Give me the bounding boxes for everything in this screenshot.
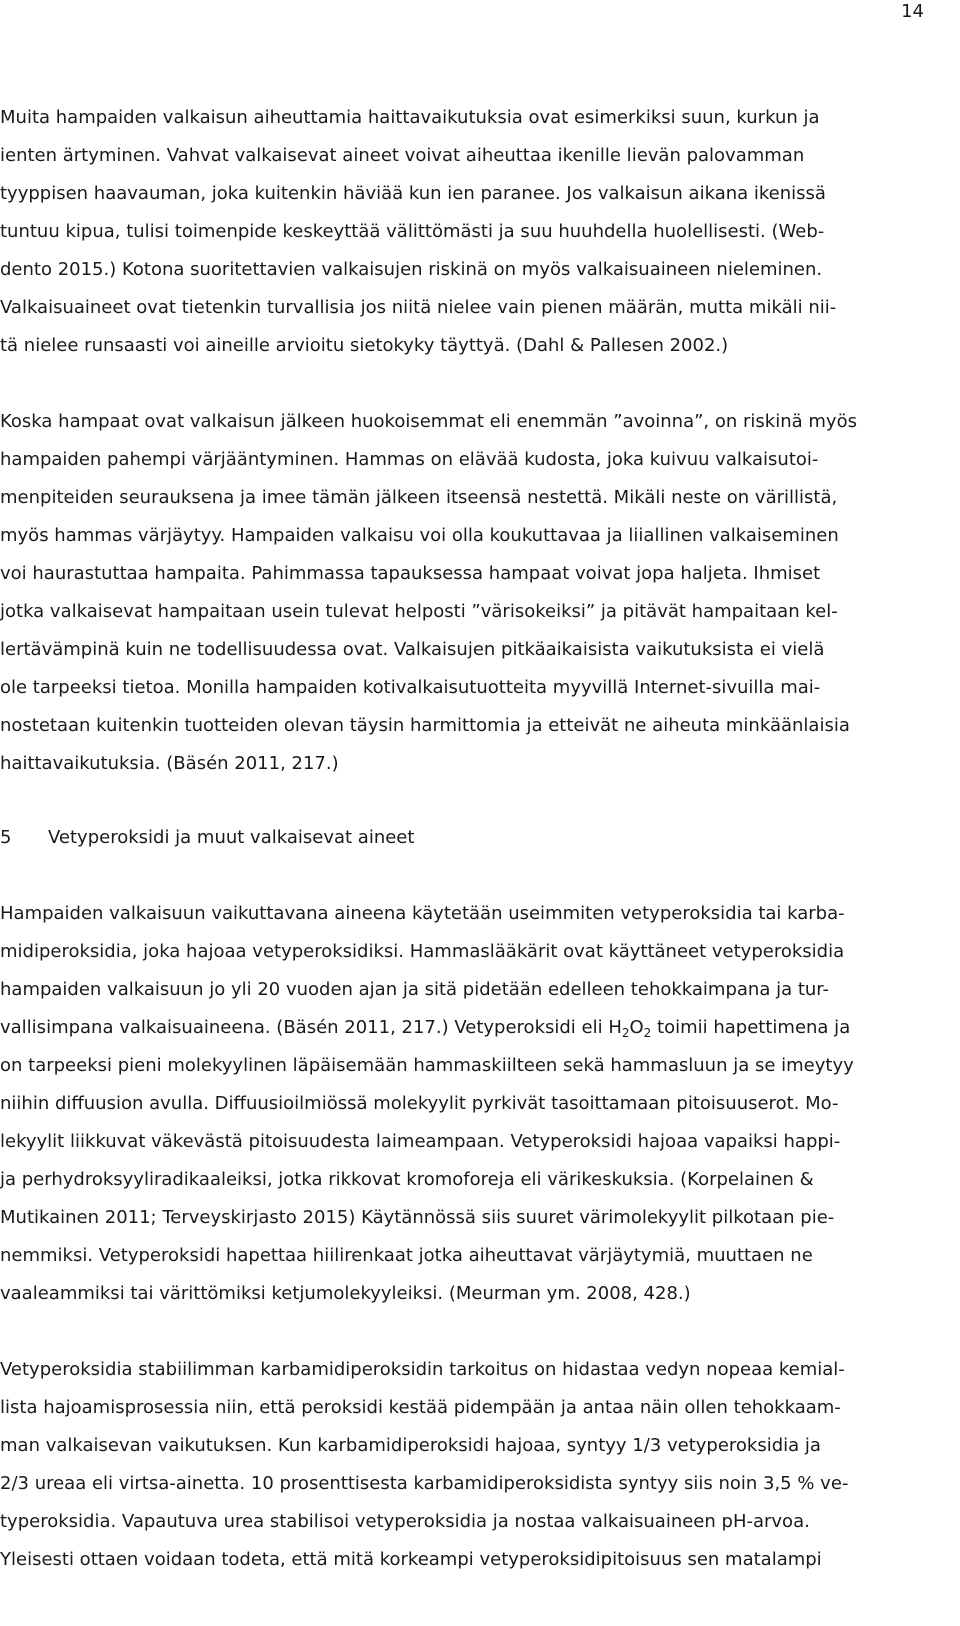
section-title: Vetyperoksidi ja muut valkaisevat aineet (48, 827, 415, 848)
text-line: hampaiden valkaisuun jo yli 20 vuoden ajan ja sitä pidetään edelleen tehokkaimpana ja tur- (0, 979, 830, 1000)
text-line: jotka valkaisevat hampaitaan usein tulevat helposti ”värisokeiksi” ja pitävät hampaitaan kel- (0, 601, 838, 622)
text-line: Yleisesti ottaen voidaan todeta, että mitä korkeampi vetyperoksidipitoisuus sen matalampi (0, 1549, 822, 1570)
text-line: tä nielee runsaasti voi aineille arvioitu sietokyky täyttyä. (Dahl & Pallesen 2002.) (0, 335, 729, 356)
text-line: typeroksidia. Vapautuva urea stabilisoi vetyperoksidia ja nostaa valkaisuaineen pH-arvoa. (0, 1511, 810, 1532)
text-line: Vetyperoksidia stabiilimman karbamidiperoksidin tarkoitus on hidastaa vedyn nopeaa kemial- (0, 1359, 845, 1380)
section-heading (0, 826, 414, 850)
text-line: voi haurastuttaa hampaita. Pahimmassa tapauksessa hampaat voivat jopa haljeta. Ihmiset (0, 563, 821, 584)
text-line: lertävämpinä kuin ne todellisuudessa ovat. Valkaisujen pitkäaikaisista vaikutuksista ei vielä (0, 639, 825, 660)
text-line: midiperoksidia, joka hajoaa vetyperoksidiksi. Hammaslääkärit ovat käyttäneet vetyperoksidia (0, 941, 845, 962)
text-line: Mutikainen 2011; Terveyskirjasto 2015) Käytännössä siis suuret värimolekyylit pilkotaan pie- (0, 1207, 835, 1228)
text-line: lista hajoamisprosessia niin, että peroksidi kestää pidempään ja antaa näin ollen tehokkaam- (0, 1397, 841, 1418)
text-segment: toimii hapettimena ja (651, 1017, 851, 1038)
text-line: Valkaisuaineet ovat tietenkin turvallisia jos niitä nielee vain pienen määrän, mutta mikäli nii- (0, 297, 837, 318)
text-line: myös hammas värjäytyy. Hampaiden valkaisu voi olla koukuttavaa ja liiallinen valkaiseminen (0, 525, 839, 546)
text-line: vaaleammiksi tai värittömiksi ketjumolekyyleiksi. (Meurman ym. 2008, 428.) (0, 1283, 691, 1304)
text-line: Koska hampaat ovat valkaisun jälkeen huokoisemmat eli enemmän ”avoinna”, on riskinä myös (0, 411, 857, 432)
text-line: nostetaan kuitenkin tuotteiden olevan täysin harmittomia ja etteivät ne aiheuta minkäänlaisia (0, 715, 850, 736)
text-line: haittavaikutuksia. (Bäsén 2011, 217.) (0, 753, 339, 774)
text-line: tuntuu kipua, tulisi toimenpide keskeyttää välittömästi ja suu huuhdella huolellisesti. (Web- (0, 221, 825, 242)
text-line: tyyppisen haavauman, joka kuitenkin häviää kun ien paranee. Jos valkaisun aikana ikenissä (0, 183, 826, 204)
page-number: 14 (901, 1, 924, 22)
subscript: 2 (621, 1026, 630, 1040)
text-line: ja perhydroksyyliradikaaleiksi, jotka rikkovat kromoforeja eli värikeskuksia. (Korpelainen & (0, 1169, 814, 1190)
text-line: on tarpeeksi pieni molekyylinen läpäisemään hammaskiilteen sekä hammasluun ja se imeytyy (0, 1055, 854, 1076)
text-line: niihin diffuusion avulla. Diffuusioilmiössä molekyylit pyrkivät tasoittamaan pitoisuuserot. Mo- (0, 1093, 839, 1114)
text-line: nemmiksi. Vetyperoksidi hapettaa hiilirenkaat jotka aiheuttavat värjäytymiä, muuttaen ne (0, 1245, 813, 1266)
text-line: dento 2015.) Kotona suoritettavien valkaisujen riskinä on myös valkaisuaineen nieleminen. (0, 259, 823, 280)
text-line: ienten ärtyminen. Vahvat valkaisevat aineet voivat aiheuttaa ikenille lievän palovamman (0, 145, 805, 166)
text-segment: O (629, 1017, 644, 1038)
text-line: menpiteiden seurauksena ja imee tämän jälkeen itseensä nestettä. Mikäli neste on värillistä, (0, 487, 838, 508)
section-number: 5 (0, 827, 12, 848)
text-line: hampaiden pahempi värjääntyminen. Hammas on elävää kudosta, joka kuivuu valkaisutoi- (0, 449, 819, 470)
text-line: Hampaiden valkaisuun vaikuttavana aineena käytetään useimmiten vetyperoksidia tai karba- (0, 903, 845, 924)
text-line (0, 1016, 850, 1040)
text-line: 2/3 ureaa eli virtsa-ainetta. 10 prosenttisesta karbamidiperoksidista syntyy siis noin 3,5 % ve- (0, 1473, 849, 1494)
text-segment: vallisimpana valkaisuaineena. (Bäsén 2011, 217.) Vetyperoksidi eli H (0, 1017, 622, 1038)
subscript: 2 (643, 1026, 652, 1040)
text-line: lekyylit liikkuvat väkevästä pitoisuudesta laimeampaan. Vetyperoksidi hajoaa vapaiksi happi- (0, 1131, 841, 1152)
text-line: man valkaisevan vaikutuksen. Kun karbamidiperoksidi hajoaa, syntyy 1/3 vetyperoksidia ja (0, 1435, 821, 1456)
text-line: Muita hampaiden valkaisun aiheuttamia haittavaikutuksia ovat esimerkiksi suun, kurkun ja (0, 107, 820, 128)
text-line: ole tarpeeksi tietoa. Monilla hampaiden kotivalkaisutuotteita myyvillä Internet-sivuilla mai- (0, 677, 821, 698)
